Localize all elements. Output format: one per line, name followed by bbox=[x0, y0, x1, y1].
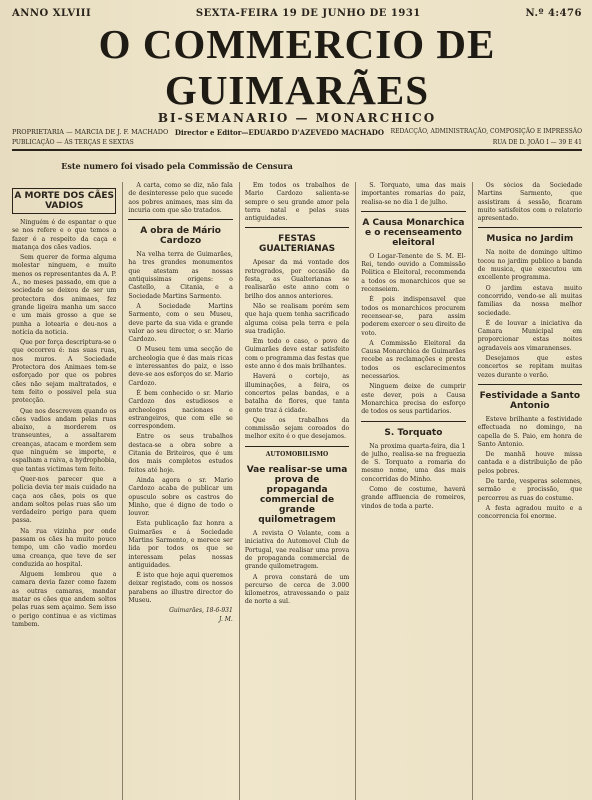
paragraph: É pois indispensavel que todos os monarchicos procurem recensear-se, para assim poderem exercer o seu direito de voto. bbox=[361, 296, 466, 337]
paragraph: A carta, como se diz, não fala de desinteresse pelo que sucede aos pobres animaes, mas sim da incuria com que são tratados. bbox=[128, 182, 233, 214]
column-2 bbox=[122, 182, 232, 800]
paragraph: Na proxima quarta-feira, dia 1 de julho, realisa-se na freguezia de S. Torquato a romaria do mesmo nome, uma das mais concorridas do Minho. bbox=[361, 442, 466, 483]
issue-number: N.º 4:476 bbox=[525, 8, 582, 19]
paragraph: Esta publicação faz honra a Guimarães e á Sociedade Martins Sarmento, e merece ser lida por todos os que se interessam pelas nossas antiguidades. bbox=[128, 520, 233, 569]
paragraph: O Logar-Tenente de S. M. El-Rei, tendo ouvido a Commissão Politica e Eleitoral, recommenda a todos os monarchicos que se recenseiem. bbox=[361, 252, 466, 294]
censorship-note: Este numero foi visado pela Commissão de Censura bbox=[61, 161, 293, 171]
paragraph: Que por força descriptura-se o que occorreu é: nas suas ruas, nos muros. A Sociedade Protectora dos Animaes tem-se esforçado por que os pobres cães não sejam maltratados, e tem feito o possivel pela sua protecção. bbox=[12, 339, 117, 405]
paragraph: Haverá o cortejo, as illuminações, a feira, os concertos pelas bandas, e a batalha de flores, que tanta gente traz á cidade. bbox=[244, 373, 350, 414]
publication-label: PUBLICAÇÃO — ÁS TERÇAS E SEXTAS bbox=[12, 139, 134, 146]
paragraph: O Museu tem uma secção de archeologia que é das mais ricas e interessantes do paiz, e isso deve-se aos esforços do sr. Mario Cardozo. bbox=[128, 346, 233, 387]
paragraph: Ainda agora o sr. Mario Cardozo acaba de publicar um opusculo sobre os castros do Minho, que é digno de todo o louvor. bbox=[128, 476, 233, 518]
owner-label: PROPRIETARIA — MARCIA DE J. F. MACHADO bbox=[12, 128, 169, 136]
column-1 bbox=[12, 182, 116, 800]
address-label: RUA DE D. JOÃO I — 39 E 41 bbox=[492, 139, 582, 146]
paragraph: Na rua vizinha por onde passam os cães ha muito pouco tempo, um cão vadio mordeu uma creança, que teve de ser conduzida ao hospital. bbox=[12, 527, 117, 568]
signoff: Guimarães, 18-6-931 bbox=[169, 607, 233, 615]
paragraph: Quer-nos parecer que a policia devia ter mais cuidado na caça aos cães, pois os que andam soltos pelas ruas são um verdadeiro perigo para quem passa. bbox=[12, 475, 117, 525]
newspaper-title: O COMMERCIO DE GUIMARÃES bbox=[98, 21, 496, 113]
paragraph: O jardim estava muito concorrido, vendo-se ali muitas familias da nossa melhor sociedade. bbox=[477, 284, 583, 317]
paragraph: A revista O Volante, com a iniciativa do Automovel Club de Portugal, vae realisar uma prova de propaganda commercial de grande quilometragem. bbox=[244, 530, 350, 571]
divider bbox=[245, 446, 349, 447]
paragraph: Na velha terra de Guimarães, ha tres grandes monumentos que atestam as nossas antiquissimas origens: o Castello, a Citania, e a Sociedade Martins Sarmento. bbox=[128, 251, 233, 300]
article-heading: A MORTE DOS CÃES VADIOS bbox=[12, 188, 116, 214]
initials: J. M. bbox=[219, 615, 233, 623]
divider bbox=[478, 384, 582, 385]
divider bbox=[361, 421, 465, 422]
column-5 bbox=[472, 182, 582, 800]
article-heading: A Causa Monarchica e o recenseamento eleitoral bbox=[362, 217, 465, 248]
director-label: Director e Editor—EDUARDO D'AZEVEDO MACHADO bbox=[174, 128, 384, 137]
newspaper-subtitle: BI-SEMANARIO — MONARCHICO bbox=[157, 111, 437, 125]
paragraph: A Sociedade Martins Sarmento, com o seu Museu, deve parte da sua vida e grande valor ao seu director, o sr. Mario Cardozo. bbox=[128, 302, 233, 344]
paragraph: Que os trabalhos da commissão sejam coroados do melhor exito é o que desejamos. bbox=[244, 416, 350, 441]
paragraph: Ninguem deixe de cumprir este dever, pois a Causa Monarchica precisa do esforço de todos os seus partidarios. bbox=[361, 383, 466, 416]
divider bbox=[128, 219, 232, 220]
paragraph: Apesar da má vontade dos retrogrados, por occasião da festa, as Gualterianas se realisarão este anno com o brilho dos annos anteriores. bbox=[244, 259, 350, 300]
divider bbox=[245, 227, 349, 228]
paragraph: A festa agradou muito e a concorrencia foi enorme. bbox=[477, 504, 583, 521]
year-label: ANNO XLVIII bbox=[12, 8, 92, 19]
paragraph: Na noite de domingo ultimo tocou no jardim publico a banda de musica, que executou um excellente programma. bbox=[477, 249, 583, 282]
paragraph: Esteve brilhante a festividade effectuada no domingo, na capella de S. Paio, em honra de Santo Antonio. bbox=[477, 415, 583, 448]
paragraph: Ninguém é de espantar o que se nos refere e o que temos a fazer é a respeito da caça e matança dos cães vadios. bbox=[12, 219, 117, 251]
paragraph: Que nos descrevem quando os cães vadios andam pelas ruas abaixo, a morderem os transeuntes, a assaltarem creanças, atacam e mordem sem que ninguém se importe, e espalham a raiva, a hydrophobia, que tantas victimas tem feito. bbox=[12, 407, 117, 473]
article-heading: Festividade a Santo Antonio bbox=[479, 390, 581, 411]
paragraph: É de louvar a iniciativa da Camara Municipal em proporcionar estas noites agradaveis aos vimaranenses. bbox=[477, 319, 583, 352]
column-4 bbox=[355, 182, 465, 800]
paragraph: A Commissão Eleitoral da Causa Monarchica de Guimarães recebe as reclamações e presta todos os esclarecimentos necessarios. bbox=[361, 339, 466, 381]
header-topline bbox=[12, 8, 582, 19]
paragraph: Sem querer de forma alguma molestar ninguem, e muito menos os representantes da A. P. A., no meses passado, em que a sociedade se deixou de ser um protectora dos animaes, fez grande ligeira manha um sacco e um mais grosso a que se punha a lotearia e deu-nos a notícia da noticia. bbox=[12, 254, 117, 336]
publication-row bbox=[12, 139, 582, 151]
article-columns bbox=[12, 182, 582, 800]
paragraph: Em todos os trabalhos de Mario Cardozo salienta-se sempre o seu grande amor pela terra natal e pelas suas antiguidades. bbox=[244, 182, 350, 223]
paragraph: De tarde, vesperas solemnes, sermão e procissão, que percorreu as ruas do costume. bbox=[477, 478, 583, 502]
paragraph: É isto que hoje aqui queremos deixar registado, com os nossos parabens ao illustre director do Museu. bbox=[128, 572, 233, 605]
article-heading: A obra de Mário Cardozo bbox=[140, 226, 221, 247]
paragraph: Não se realisam porém sem que haja quem tenha sacrificado alguma coisa pela terra e pela sua tradição. bbox=[244, 302, 350, 335]
paragraph: A prova constará de um percurso de cerca de 3.000 kilometros, atravessando o paiz de norte a sul. bbox=[244, 573, 350, 606]
paragraph: Alguem lembrou que a camara devia fazer como fazem as outras camaras, mandar matar os cães que andem soltos pelas ruas sem açaimo. Sem isso o perigo continua e as victimas tambem. bbox=[12, 571, 117, 628]
paragraph: Entre os seus trabalhos destaca-se a obra sobre a Citania de Briteiros, que é um dos mais completos estudos feitos até hoje. bbox=[128, 433, 233, 474]
divider bbox=[478, 227, 582, 228]
paragraph: Os sócios da Sociedade Martins Sarmento, que assistiram á sessão, ficaram muito satisfeitos com o relatorio apresentado. bbox=[477, 182, 583, 223]
article-heading: Musica no Jardim bbox=[486, 234, 574, 245]
date-label: SEXTA-FEIRA 19 DE JUNHO DE 1931 bbox=[195, 8, 421, 19]
paragraph: Desejamos que estes concertos se repitam muitas vezes durante o verão. bbox=[477, 355, 583, 379]
paragraph: Como de costume, haverá grande affluencia de romeiros, vindos de toda a parte. bbox=[361, 486, 466, 510]
article-heading: Vae realisar-se uma prova de propaganda commercial de grande quilometragem bbox=[246, 465, 348, 526]
paragraph: De manhã houve missa cantada e a distribuição de pão pelos pobres. bbox=[477, 451, 583, 475]
divider bbox=[361, 211, 465, 212]
paragraph: É bem conhecido o sr. Mario Cardozo dos estudiosos e archeologos nacionaes e estrangeiros, que com elle se correspondem. bbox=[128, 389, 233, 431]
paragraph: S. Torquato, uma das mais importantes romarias do paiz, realisa-se no dia 1 de julho. bbox=[361, 182, 466, 206]
admin-label: REDACÇÃO, ADMINISTRAÇÃO, COMPOSIÇÃO E IMPRESSÃO bbox=[390, 128, 582, 135]
paragraph: Em todo o caso, o povo de Guimarães deve estar satisfeito com o programma das festas que este anno é dos mais brilhantes. bbox=[244, 338, 350, 371]
article-heading: S. Torquato bbox=[384, 427, 443, 438]
column-3 bbox=[239, 182, 349, 800]
section-label: AUTOMOBILISMO bbox=[265, 450, 329, 458]
article-heading: FESTAS GUALTERIANAS bbox=[258, 234, 336, 255]
info-row bbox=[12, 128, 582, 137]
